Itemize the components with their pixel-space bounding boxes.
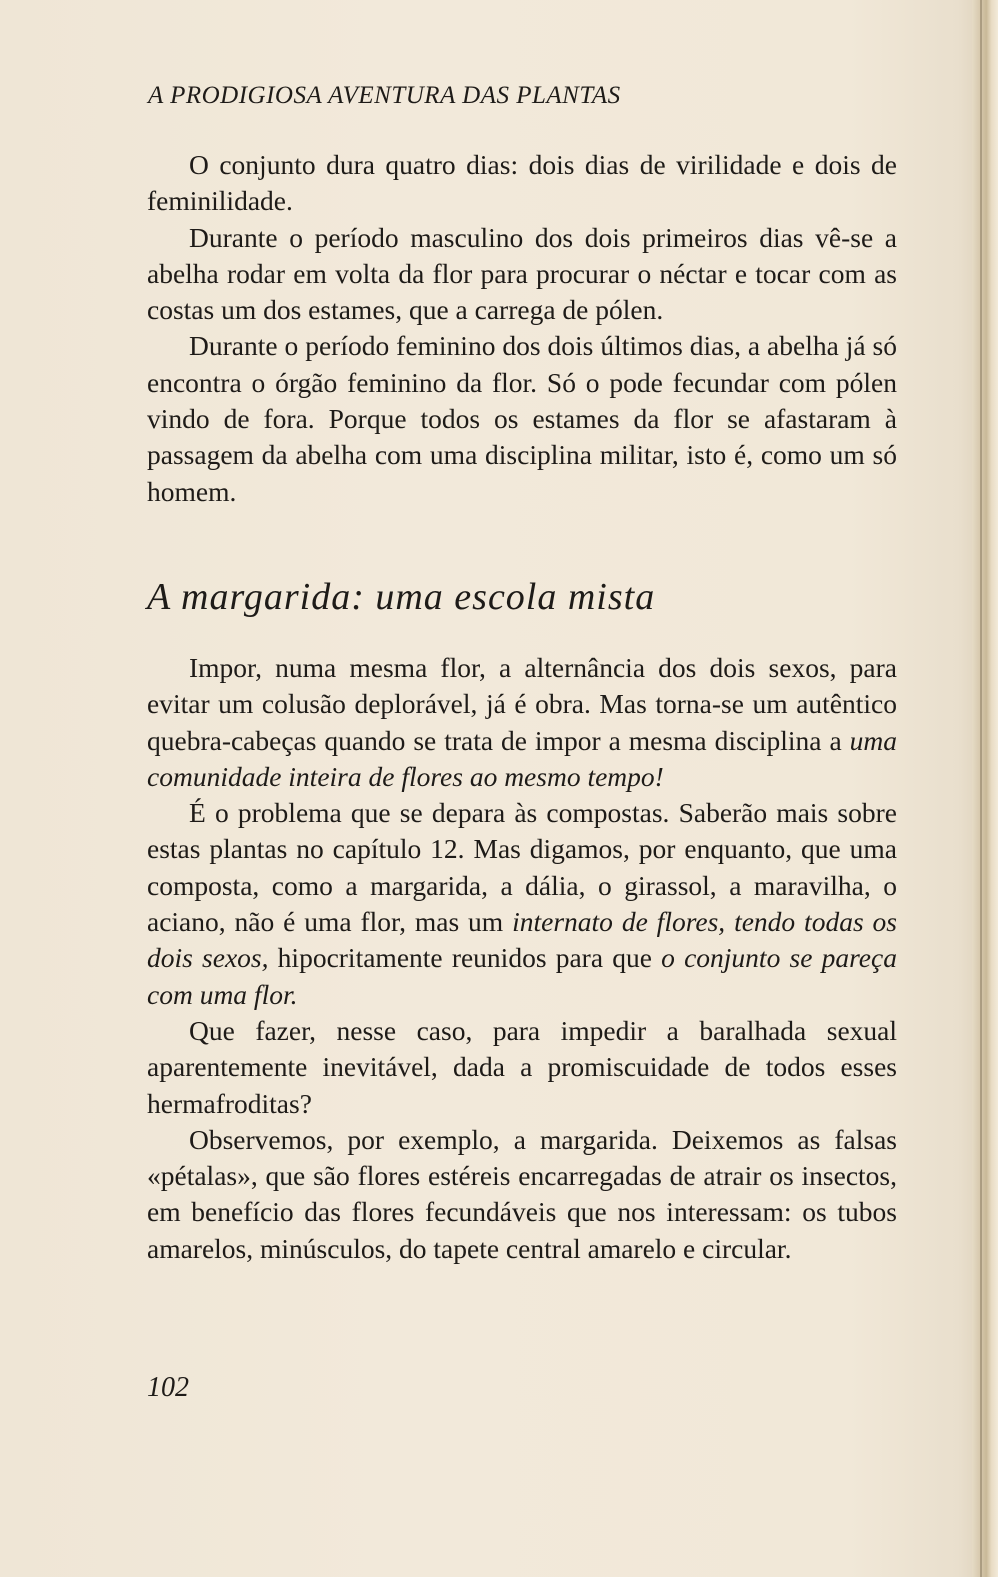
text-block-bottom	[147, 650, 897, 1267]
paragraph-1: O conjunto dura quatro dias: dois dias de virilidade e dois de feminilidade.	[147, 149, 897, 217]
paragraph-5-emphasis-a: internato de flores, tendo todas os dois sexos,	[147, 906, 897, 974]
paragraph-5-text-a: É o problema que se depara às compostas. Saberão mais sobre estas plantas no capítulo 12. Mas digamos, por enquanto, que uma composta, como a margarida, a dália, o girassol, a maravilha, o aciano, não é uma flor, mas um	[147, 797, 897, 938]
page-edge-line	[980, 0, 982, 1577]
page-number: 102	[147, 1372, 189, 1403]
paragraph-5	[147, 795, 897, 1013]
text-block-top	[147, 147, 897, 510]
paragraph-4-text: Impor, numa mesma flor, a alternância dos dois sexos, para evitar um colusão deplorável, já é obra. Mas torna-se um autêntico quebra-cabeças quando se trata de impor a mesma disciplina a	[147, 652, 897, 756]
paragraph-5-text-b: hipocritamente reunidos para que	[268, 942, 662, 974]
paragraph-2: Durante o período masculino dos dois primeiros dias vê-se a abelha rodar em volta da flor para procurar o néctar e tocar com as costas um dos estames, que a carrega de pólen.	[147, 221, 897, 326]
paragraph-4-emphasis: uma comunidade inteira de flores ao mesmo tempo!	[147, 724, 897, 792]
paragraph-4	[147, 650, 897, 795]
book-spine-shadow	[972, 0, 998, 1577]
paragraph-3: Durante o período feminino dos dois últimos dias, a abelha já só encontra o órgão feminino da flor. Só o pode fecundar com pólen vindo de fora. Porque todos os estames da flor se afastaram à passagem da abelha com uma disciplina militar, isto é, como um só homem.	[147, 330, 897, 507]
running-head: A PRODIGIOSA AVENTURA DAS PLANTAS	[148, 82, 621, 109]
section-heading: A margarida: uma escola mista	[147, 576, 656, 618]
paragraph-5-emphasis-b: o conjunto se pareça com uma flor.	[147, 942, 897, 1010]
paragraph-7: Observemos, por exemplo, a margarida. Deixemos as falsas «pétalas», que são flores estéreis encarregadas de atrair os insectos, em benefício das flores fecundáveis que nos interessam: os tubos amarelos, minúsculos, do tapete central amarelo e circular.	[147, 1123, 897, 1264]
paragraph-6: Que fazer, nesse caso, para impedir a baralhada sexual aparentemente inevitável, dada a promiscuidade de todos esses hermafroditas?	[147, 1014, 897, 1119]
